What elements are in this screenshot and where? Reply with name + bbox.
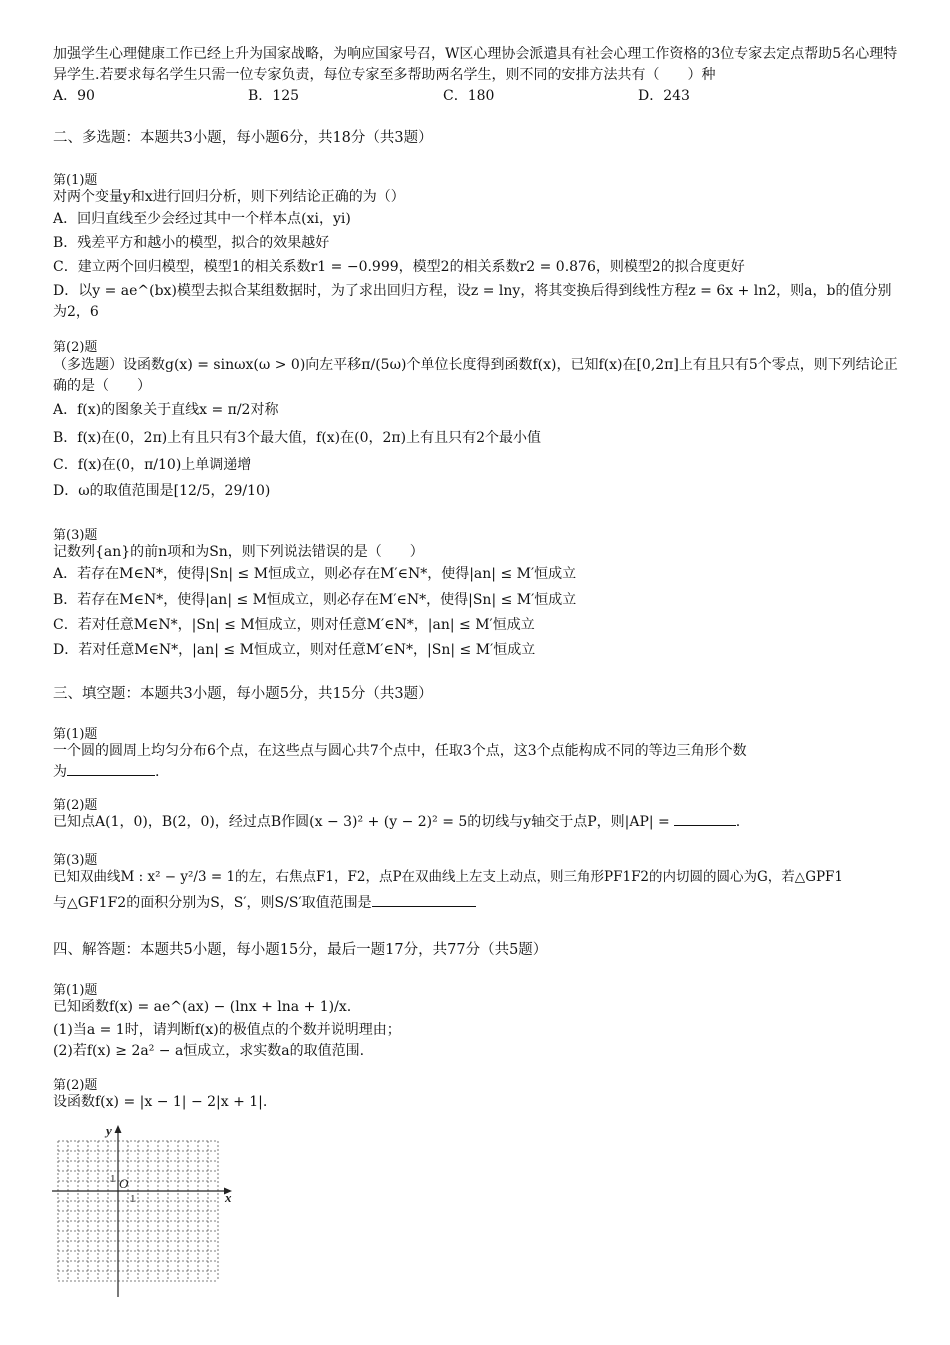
x-tick-label: 1 bbox=[130, 1193, 136, 1205]
question-text: 与△GF1F2的面积分别为S，S′，则S/S′取值范围是 bbox=[53, 895, 372, 911]
question-stem: 设函数f(x) = |x − 1| − 2|x + 1|. bbox=[53, 1094, 268, 1110]
option-b: B．若存在M∈N*，使得|an| ≤ M恒成立，则必存在M′∈N*，使得|Sn| ≤ M′恒成立 bbox=[53, 592, 577, 608]
question-label: 第(2)题 bbox=[53, 340, 98, 355]
section-title-multiple-choice: 二、多选题：本题共3小题，每小题6分，共18分（共3题） bbox=[53, 130, 433, 146]
answer-blank[interactable] bbox=[67, 763, 155, 776]
question-stem-continued bbox=[53, 893, 898, 914]
option-c: C．若对任意M∈N*，|Sn| ≤ M恒成立，则对任意M′∈N*，|an| ≤ M′恒成立 bbox=[53, 617, 535, 633]
option-d: D．243 bbox=[638, 88, 690, 104]
option-b: B．125 bbox=[248, 88, 300, 104]
y-axis-label: y bbox=[106, 1125, 112, 1138]
y-tick-label: 1 bbox=[110, 1173, 116, 1185]
question-text: 已知点A(1，0)，B(2，0)，经过点B作圆(x − 3)² + (y − 2)² = 5的切线与y轴交于点P，则|AP| = bbox=[53, 814, 670, 830]
question-stem: 已知函数f(x) = ae^(ax) − (lnx + lna + 1)/x. bbox=[53, 999, 352, 1015]
answer-options bbox=[53, 86, 898, 107]
question-label: 第(2)题 bbox=[53, 798, 98, 813]
question-text: 为 bbox=[53, 764, 67, 780]
coordinate-grid bbox=[52, 1125, 242, 1297]
option-a: A．f(x)的图象关于直线x = π/2对称 bbox=[53, 402, 279, 418]
option-a: A．若存在M∈N*，使得|Sn| ≤ M恒成立，则必存在M′∈N*，使得|an| ≤ M′恒成立 bbox=[53, 566, 577, 582]
option-a: A．回归直线至少会经过其中一个样本点(xi，yi) bbox=[53, 211, 351, 227]
sub-question-2: (2)若f(x) ≥ 2a² − a恒成立，求实数a的取值范围. bbox=[53, 1043, 365, 1059]
sub-question-1: (1)当a = 1时，请判断f(x)的极值点的个数并说明理由； bbox=[53, 1022, 401, 1038]
option-c: C．f(x)在(0，π/10)上单调递增 bbox=[53, 457, 252, 473]
question-label: 第(1)题 bbox=[53, 983, 98, 998]
coordinate-grid-figure bbox=[52, 1125, 242, 1297]
answer-blank[interactable] bbox=[372, 894, 476, 907]
option-a: A．90 bbox=[53, 88, 95, 104]
x-axis-label: x bbox=[225, 1190, 232, 1205]
x-axis bbox=[52, 1188, 232, 1195]
option-c: C．建立两个回归模型，模型1的相关系数r1 = −0.999，模型2的相关系数r2 = 0.876，则模型2的拟合度更好 bbox=[53, 259, 745, 275]
question-label: 第(2)题 bbox=[53, 1078, 98, 1093]
question-label: 第(1)题 bbox=[53, 173, 98, 188]
grid-lines bbox=[58, 1141, 218, 1281]
answer-blank[interactable] bbox=[674, 813, 736, 826]
period: . bbox=[735, 814, 741, 830]
question-stem: 已知双曲线M : x² − y²/3 = 1的左，右焦点F1，F2，点P在双曲线上左支上动点，则三角形PF1F2的内切圆的圆心为G，若△GPF1 bbox=[53, 869, 844, 885]
question-stem-continued bbox=[53, 762, 898, 783]
question-label: 第(3)题 bbox=[53, 853, 98, 868]
period: . bbox=[155, 764, 160, 780]
section-title-solutions: 四、解答题：本题共5小题，每小题15分，最后一题17分，共77分（共5题） bbox=[53, 942, 548, 958]
question-stem: 一个圆的圆周上均匀分布6个点，在这些点与圆心共7个点中，任取3个点，这3个点能构成不同的等边三角形个数 bbox=[53, 743, 747, 759]
question-label: 第(3)题 bbox=[53, 528, 98, 543]
option-b: B．残差平方和越小的模型，拟合的效果越好 bbox=[53, 235, 330, 251]
section-title-fill-in: 三、填空题：本题共3小题，每小题5分，共15分（共3题） bbox=[53, 686, 433, 702]
question-stem: （多选题）设函数g(x) = sinωx(ω > 0)向左平移π/(5ω)个单位长度得到函数f(x)，已知f(x)在[0,2π]上有且只有5个零点，则下列结论正确的是（ ） bbox=[53, 357, 898, 394]
question-label: 第(1)题 bbox=[53, 727, 98, 742]
option-b: B．f(x)在(0，2π)上有且只有3个最大值，f(x)在(0，2π)上有且只有2个最小值 bbox=[53, 430, 541, 446]
question-stem: 记数列{an}的前n项和为Sn，则下列说法错误的是（ ） bbox=[53, 544, 424, 560]
option-d: D．若对任意M∈N*，|an| ≤ M恒成立，则对任意M′∈N*，|Sn| ≤ M′恒成立 bbox=[53, 642, 536, 658]
origin-label: O bbox=[119, 1176, 129, 1191]
question-text: 加强学生心理健康工作已经上升为国家战略，为响应国家号召，W区心理协会派遣具有社会心理工作资格的3位专家去定点帮助5名心理特异学生.若要求每名学生只需一位专家负责，每位专家至多帮助两名学生，则不同的安排方法共有（ ）种 bbox=[53, 46, 898, 83]
option-d: D．ω的取值范围是[12/5，29/10) bbox=[53, 483, 271, 499]
option-d: D．以y = ae^(bx)模型去拟合某组数据时，为了求出回归方程，设z = lny，将其变换后得到线性方程z = 6x + ln2，则a，b的值分别为2，6 bbox=[53, 283, 892, 320]
question-stem: 对两个变量y和x进行回归分析，则下列结论正确的为（） bbox=[53, 189, 405, 205]
option-c: C．180 bbox=[443, 88, 495, 104]
question-stem bbox=[53, 812, 898, 833]
